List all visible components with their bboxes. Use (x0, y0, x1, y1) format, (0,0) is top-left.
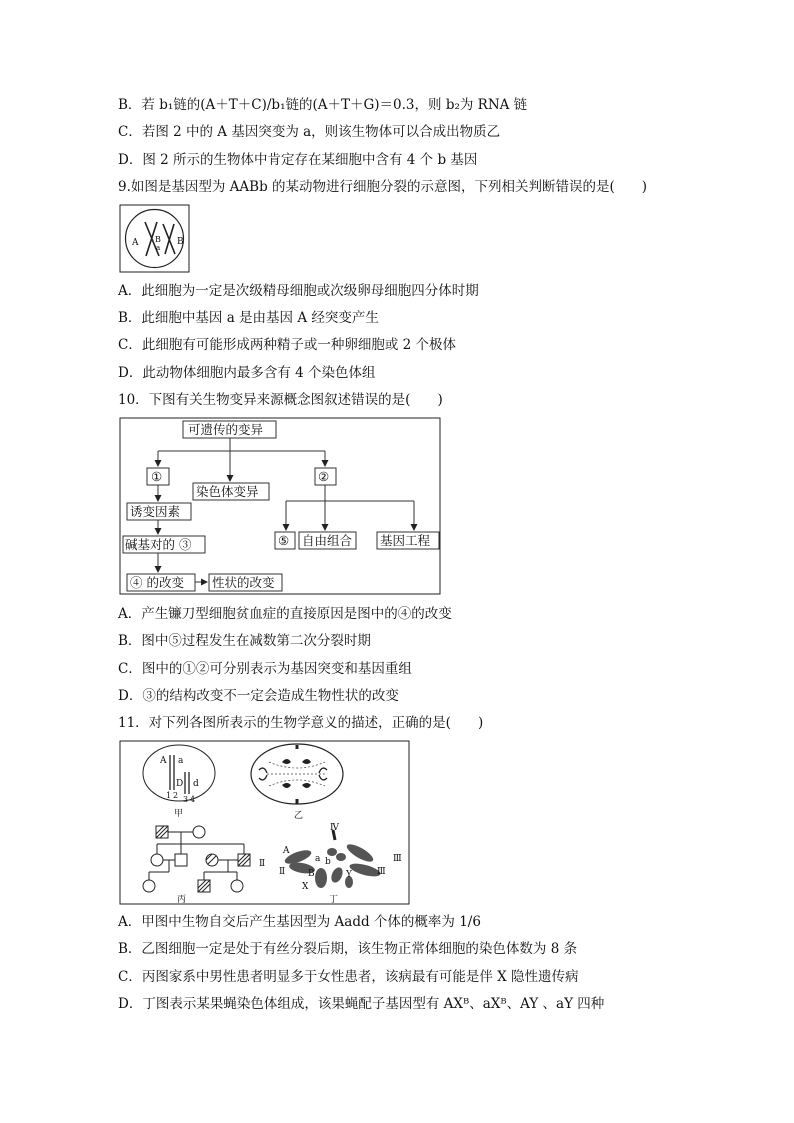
q10-option-c: C．图中的①②可分别表示为基因突变和基因重组 (118, 661, 412, 677)
svg-text:Ⅱ: Ⅱ (259, 859, 266, 869)
q10-node-trait-label: 性状的改变 (212, 575, 275, 590)
q10-node-2-label: ② (318, 469, 330, 484)
bing-male-2 (175, 854, 187, 866)
q11-option-a: A．甲图中生物自交后产生基因型为 Aadd 个体的概率为 1/6 (118, 914, 481, 930)
jia-label-a-lower: a (178, 756, 184, 766)
svg-text:4: 4 (190, 795, 196, 804)
q8-option-c: C．若图 2 中的 A 基因突变为 a，则该生物体可以合成出物质乙 (118, 124, 501, 140)
q11-figure-set (119, 740, 411, 906)
q11-stem: 11．对下列各图所表示的生物学意义的描述，正确的是( ) (118, 715, 484, 731)
svg-text:Ⅲ: Ⅲ (377, 867, 386, 877)
yi-caption: 乙 (294, 811, 304, 821)
ding-caption: 丁 (329, 895, 339, 905)
bing-female-4 (143, 880, 155, 892)
svg-text:3: 3 (183, 795, 189, 804)
svg-text:X: X (302, 882, 309, 892)
q9-option-a: A．此细胞为一定是次级精母细胞或次级卵母细胞四分体时期 (118, 283, 479, 299)
bing-female-5 (231, 880, 243, 892)
q9-cell-figure (119, 204, 191, 274)
svg-text:Y: Y (346, 870, 352, 880)
bing-caption: 丙 (177, 895, 187, 905)
bing-female-2 (151, 854, 163, 866)
jia-label-d-upper: D (176, 779, 184, 789)
svg-text:B: B (308, 869, 315, 879)
q10-node-1-label: ① (151, 469, 163, 484)
q11-figure-bing (143, 826, 250, 892)
q9-label-a-upper: A (132, 238, 139, 248)
q10-node-base-pair-label: 碱基对的 ③ (125, 537, 192, 552)
svg-text:Ⅱ: Ⅱ (279, 867, 286, 877)
q11-figure-ding (259, 823, 402, 905)
q9-label-b-left: B (155, 235, 161, 244)
q9-option-c: C．此细胞有可能形成两种精子或一种卵细胞或 2 个极体 (118, 337, 457, 353)
q8-option-d: D．图 2 所示的生物体中肯定存在某细胞中含有 4 个 b 基因 (118, 152, 478, 168)
jia-label-a-upper: A (160, 756, 167, 766)
svg-text:1: 1 (166, 791, 172, 800)
jia-cell-outline (143, 745, 215, 801)
svg-text:Ⅲ: Ⅲ (393, 854, 402, 864)
q10-node-5-label: ⑤ (278, 533, 290, 548)
svg-text:2: 2 (173, 791, 179, 800)
bing-female-1 (193, 826, 205, 838)
svg-text:A: A (283, 846, 290, 856)
q9-stem: 9.如图是基因型为 AABb 的某动物进行细胞分裂的示意图，下列相关判断错误的是( ) (118, 179, 648, 195)
jia-caption: 甲 (174, 809, 184, 819)
q10-node-free-combination-label: 自由组合 (302, 533, 353, 548)
q11-option-b: B．乙图细胞一定是处于有丝分裂后期，该生物正常体细胞的染色体数为 8 条 (118, 941, 578, 957)
q10-concept-diagram (119, 417, 442, 597)
q10-node-chromosome-label: 染色体变异 (196, 484, 259, 499)
q11-option-d: D．丁图表示某果蝇染色体组成，该果蝇配子基因型有 AXᴮ、aXᴮ、AY 、aY 四种 (118, 996, 605, 1012)
q10-node-genetic-engineering-label: 基因工程 (380, 533, 431, 548)
q8-option-b: B．若 b₁链的(A＋T＋C)/b₁链的(A＋T＋G)＝0.3，则 b₂为 RNA 链 (118, 97, 528, 113)
svg-text:a: a (315, 854, 321, 864)
q9-label-b-right: B (177, 237, 184, 247)
svg-text:b: b (325, 857, 331, 867)
q11-figure-jia (143, 745, 215, 819)
q10-node-root-label: 可遗传的变异 (188, 422, 264, 437)
svg-text:Ⅳ: Ⅳ (330, 823, 339, 833)
q10-option-b: B．图中⑤过程发生在减数第二次分裂时期 (118, 633, 371, 649)
q10-option-a: A．产生镰刀型细胞贫血症的直接原因是图中的④的改变 (118, 606, 452, 622)
q9-chromosome-2 (163, 224, 175, 254)
q10-node-4-label: ④ 的改变 (130, 575, 184, 590)
q10-stem: 10．下图有关生物变异来源概念图叙述错误的是( ) (118, 392, 443, 408)
q9-label-a-lower: a (156, 244, 161, 252)
q11-option-c: C．丙图家系中男性患者明显多于女性患者，该病最有可能是伴 X 隐性遗传病 (118, 969, 579, 985)
q10-node-mutagen-label: 诱变因素 (130, 504, 181, 519)
q9-option-d: D．此动物体细胞内最多含有 4 个染色体组 (118, 365, 376, 381)
q11-figure-yi (251, 744, 343, 821)
q10-option-d: D．③的结构改变不一定会造成生物性状的改变 (118, 688, 399, 704)
jia-label-d-lower: d (193, 779, 199, 789)
q9-option-b: B．此细胞中基因 a 是由基因 A 经突变产生 (118, 310, 379, 326)
